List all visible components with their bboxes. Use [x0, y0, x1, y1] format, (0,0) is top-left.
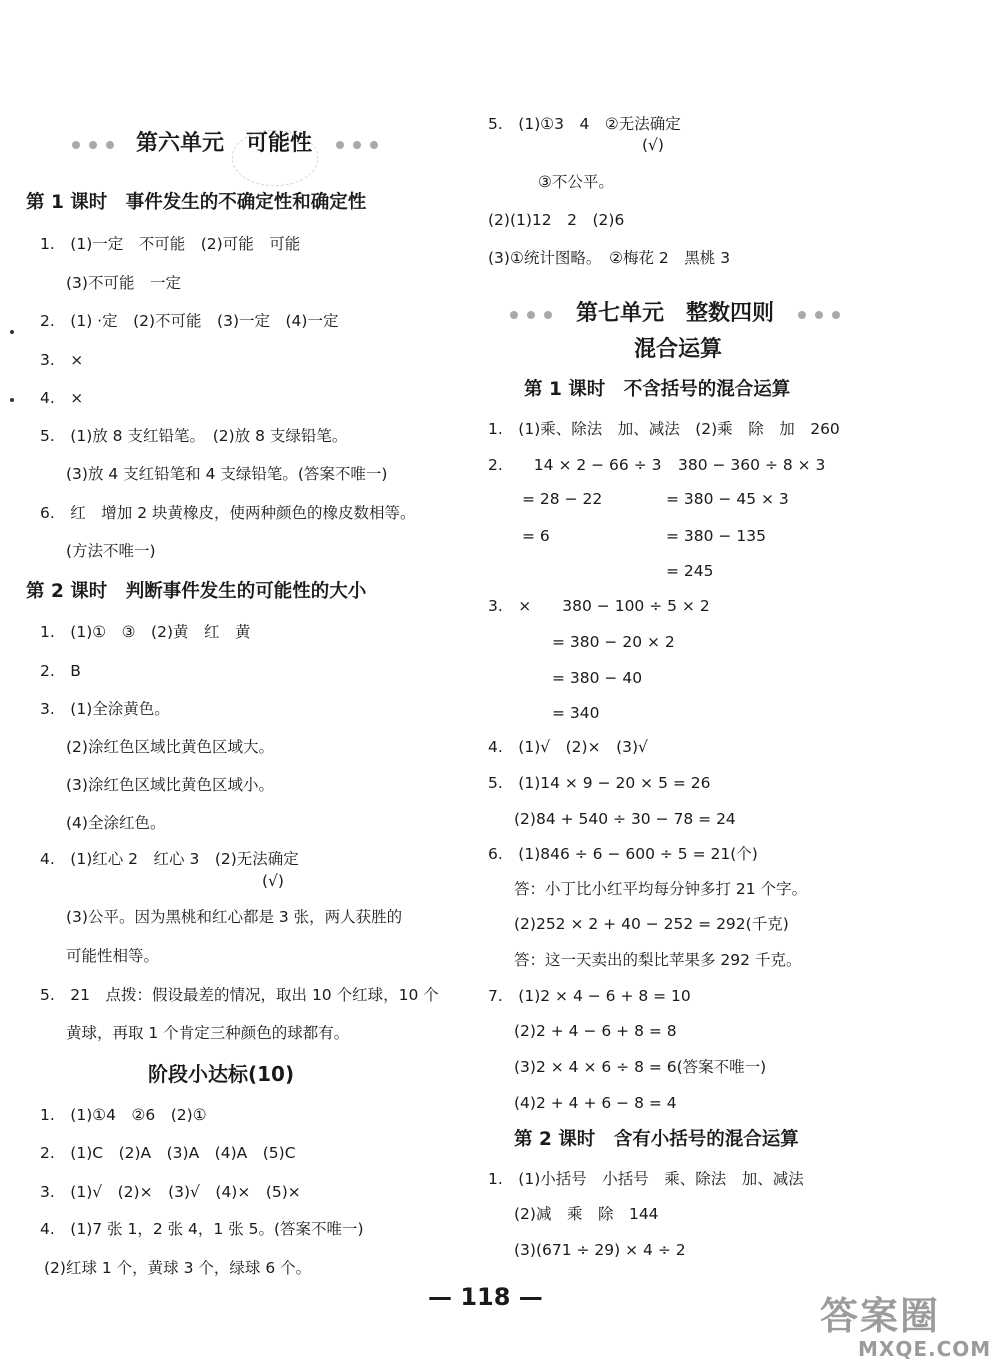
answer-line: (3)放 4 支红铅笔和 4 支绿铅笔。(答案不唯一): [66, 465, 388, 483]
answer-line: = 380 − 45 × 3: [666, 490, 789, 508]
answer-line: 1. (1)一定 不可能 (2)可能 可能: [40, 235, 301, 253]
lesson-2-title: 第 2 课时 含有小括号的混合运算: [514, 1129, 799, 1150]
lesson-2-title: 第 2 课时 判断事件发生的可能性的大小: [26, 581, 367, 602]
answer-line: = 6: [522, 527, 550, 545]
answer-line: = 340: [552, 704, 600, 722]
answer-line: ③不公平。: [538, 173, 614, 191]
answer-line: 答：这一天卖出的梨比苹果多 292 千克。: [514, 951, 802, 969]
answer-line: (3)①统计图略。 ②梅花 2 黑桃 3: [488, 249, 731, 267]
answer-line: (3)公平。因为黑桃和红心都是 3 张，两人获胜的: [66, 908, 403, 926]
checkmark-answer: (√): [262, 872, 284, 890]
answer-line: (2)减 乘 除 144: [514, 1205, 659, 1223]
answer-line: 1. (1)乘、除法 加、减法 (2)乘 除 加 260: [488, 420, 840, 438]
margin-mark: [10, 398, 14, 402]
answer-line: = 28 − 22: [522, 490, 603, 508]
answer-line: 5. 21 点拨：假设最差的情况，取出 10 个红球，10 个: [40, 986, 439, 1004]
watermark-text: 答案圈: [820, 1294, 941, 1338]
answer-line: 4. (1)红心 2 红心 3 (2)无法确定: [40, 850, 299, 868]
answer-line: 4. (1)√ (2)× (3)√: [488, 738, 648, 756]
answer-line: 1. (1)小括号 小括号 乘、除法 加、减法: [488, 1170, 804, 1188]
lesson-1-title: 第 1 课时 不含括号的混合运算: [524, 379, 791, 400]
decorative-dots: [72, 141, 114, 149]
decorative-dots: [798, 311, 840, 319]
answer-line: (2)红球 1 个，黄球 3 个，绿球 6 个。: [44, 1259, 312, 1277]
answer-line: (2)252 × 2 + 40 − 252 = 292(千克): [514, 915, 789, 933]
answer-line: 6. 红 增加 2 块黄橡皮，使两种颜色的橡皮数相等。: [40, 504, 416, 522]
checkmark-answer: (√): [642, 136, 664, 154]
unit-seven-title: 第七单元 整数四则: [576, 301, 775, 326]
decorative-dots: [510, 311, 552, 319]
decorative-dots: [336, 141, 378, 149]
answer-line: 5. (1)①3 4 ②无法确定: [488, 115, 681, 133]
answer-line: (3)涂红色区域比黄色区域小。: [66, 776, 274, 794]
answer-line: 2. B: [40, 662, 81, 680]
answer-line: 答：小丁比小红平均每分钟多打 21 个字。: [514, 880, 808, 898]
page-number: — 118 —: [428, 1283, 543, 1311]
answer-line: 3. × 380 − 100 ÷ 5 × 2: [488, 597, 710, 615]
answer-line: = 380 − 40: [552, 669, 643, 687]
answer-line: 4. ×: [40, 389, 84, 407]
answer-line: (方法不唯一): [66, 542, 156, 560]
answer-line: (3)2 × 4 × 6 ÷ 8 = 6(答案不唯一): [514, 1058, 767, 1076]
unit-six-title: 第六单元 可能性: [136, 131, 313, 156]
unit-seven-subtitle: 混合运算: [634, 337, 723, 362]
answer-line: 黄球，再取 1 个肯定三种颜色的球都有。: [66, 1024, 350, 1042]
answer-line: (3)不可能 一定: [66, 274, 181, 292]
answer-line: (3)(671 ÷ 29) × 4 ÷ 2: [514, 1241, 686, 1259]
answer-line: (4)全涂红色。: [66, 814, 166, 832]
answer-line: (2)涂红色区域比黄色区域大。: [66, 738, 274, 756]
answer-line: (2)(1)12 2 (2)6: [488, 211, 625, 229]
lesson-1-title: 第 1 课时 事件发生的不确定性和确定性: [26, 192, 367, 213]
stage-test-title: 阶段小达标(10): [148, 1062, 295, 1086]
answer-line: 6. (1)846 ÷ 6 − 600 ÷ 5 = 21(个): [488, 845, 758, 863]
answer-line: = 245: [666, 562, 714, 580]
answer-line: 380 − 360 ÷ 8 × 3: [678, 456, 826, 474]
answer-line: 5. (1)放 8 支红铅笔。 (2)放 8 支绿铅笔。: [40, 427, 348, 445]
answer-line: 1. (1)① ③ (2)黄 红 黄: [40, 623, 251, 641]
answer-line: 2. 14 × 2 − 66 ÷ 3: [488, 456, 662, 474]
answer-line: 7. (1)2 × 4 − 6 + 8 = 10: [488, 987, 691, 1005]
answer-line: = 380 − 20 × 2: [552, 633, 675, 651]
answer-line: 5. (1)14 × 9 − 20 × 5 = 26: [488, 774, 711, 792]
answer-line: 2. (1)C (2)A (3)A (4)A (5)C: [40, 1144, 296, 1162]
answer-line: 3. (1)全涂黄色。: [40, 700, 170, 718]
answer-line: (4)2 + 4 + 6 − 8 = 4: [514, 1094, 677, 1112]
watermark-logo-icon: [820, 1285, 990, 1365]
answer-line: = 380 − 135: [666, 527, 766, 545]
answer-line: (2)84 + 540 ÷ 30 − 78 = 24: [514, 810, 736, 828]
answer-line: 4. (1)7 张 1，2 张 4，1 张 5。(答案不唯一): [40, 1220, 364, 1238]
answer-line: 1. (1)①4 ②6 (2)①: [40, 1106, 207, 1124]
answer-line: 3. (1)√ (2)× (3)√ (4)× (5)×: [40, 1183, 301, 1201]
answer-line: 2. (1) ·定 (2)不可能 (3)一定 (4)一定: [40, 312, 339, 330]
margin-mark: [10, 330, 14, 334]
faint-stamp-icon: [232, 130, 318, 186]
answer-line: 可能性相等。: [66, 947, 160, 965]
watermark-url: MXQE.COM: [858, 1337, 992, 1361]
answer-line: (2)2 + 4 − 6 + 8 = 8: [514, 1022, 677, 1040]
answer-line: 3. ×: [40, 351, 84, 369]
